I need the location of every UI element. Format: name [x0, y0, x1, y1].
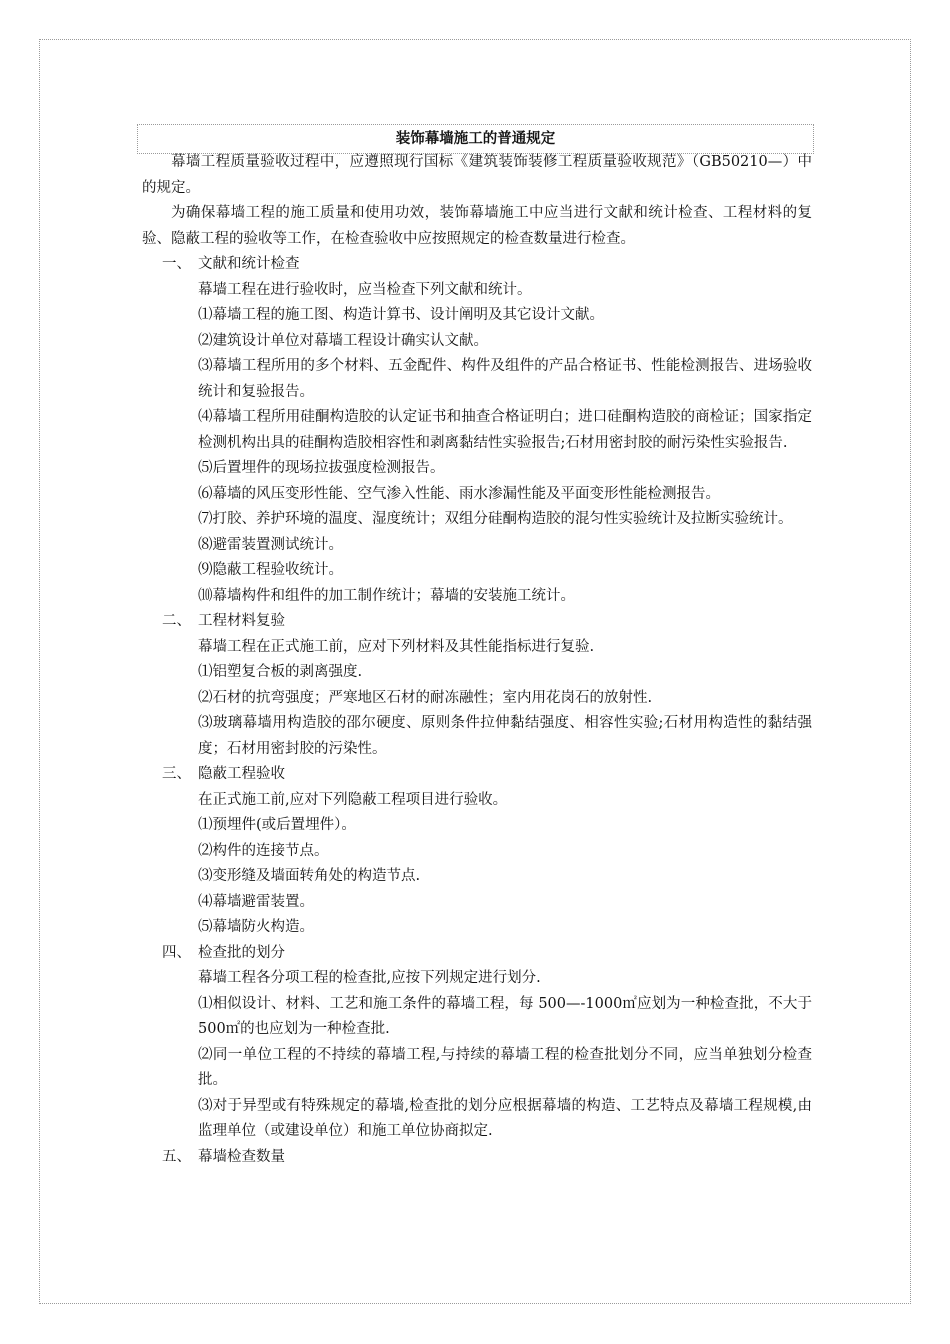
section-item: ⑶变形缝及墙面转角处的构造节点. [198, 868, 421, 884]
section-item: ⑻避雷装置测试统计。 [198, 536, 343, 553]
section-item: ⑵构件的连接节点。 [198, 842, 329, 859]
section-item: ⑷幕墙工程所用硅酮构造胶的认定证书和抽查合格证明白；进口硅酮构造胶的商检证；国家指定检测机构出具的硅酮构造胶相容性和剥离黏结性实验报告;石材用密封胶的耐污染性实验报告. [198, 409, 812, 451]
section-title: 检查批的划分 [198, 944, 285, 961]
section-item: ⑵石材的抗弯强度；严寒地区石材的耐冻融性；室内用花岗石的放射性. [198, 689, 653, 706]
section-title: 隐蔽工程验收 [198, 766, 285, 782]
section-item: ⑴相似设计、材料、工艺和施工条件的幕墙工程，每 500—-1000㎡应划为一种检查批，不大于 500㎡的也应划为一种检查批. [198, 995, 812, 1037]
section-title: 幕墙检查数量 [198, 1148, 285, 1165]
section-title: 文献和统计检查 [198, 256, 300, 272]
document-title: 装饰幕墙施工的普通规定 [137, 124, 814, 154]
section-heading [142, 941, 812, 967]
section-item: ⑴铝塑复合板的剥离强度. [198, 664, 363, 680]
section-number: 三、 [162, 766, 191, 782]
section-item: 在正式施工前,应对下列隐蔽工程项目进行验收。 [198, 791, 508, 808]
section-number: 五、 [162, 1148, 191, 1165]
section-item: ⑸后置埋件的现场拉拔强度检测报告。 [198, 460, 445, 476]
section-item: ⑶幕墙工程所用的多个材料、五金配件、构件及组件的产品合格证书、性能检测报告、进场验收统计和复验报告。 [198, 358, 812, 400]
section-item: ⑵建筑设计单位对幕墙工程设计确实认文献。 [198, 332, 488, 349]
section-heading [142, 252, 812, 278]
section-number: 一、 [162, 256, 191, 272]
section-item: 幕墙工程在进行验收时，应当检查下列文献和统计。 [198, 281, 532, 298]
section-number: 四、 [162, 944, 191, 961]
section-heading [142, 762, 812, 788]
intro-paragraph: 为确保幕墙工程的施工质量和使用功效，装饰幕墙施工中应当进行文献和统计检查、工程材料的复验、隐蔽工程的验收等工作，在检查验收中应按照规定的检查数量进行检查。 [142, 205, 812, 247]
section-item: ⑵同一单位工程的不持续的幕墙工程,与持续的幕墙工程的检查批划分不同，应当单独划分检查批。 [198, 1046, 812, 1088]
section-title: 工程材料复验 [198, 613, 285, 629]
section-item: ⑸幕墙防火构造。 [198, 919, 314, 935]
section-item: ⑼隐蔽工程验收统计。 [198, 562, 343, 578]
intro-paragraph: 幕墙工程质量验收过程中，应遵照现行国标《建筑装饰装修工程质量验收规范》（GB50210—）中的规定。 [142, 154, 812, 196]
section-item: ⑺打胶、养护环境的温度、湿度统计；双组分硅酮构造胶的混匀性实验统计及拉断实验统计。 [198, 511, 793, 527]
document-body [142, 150, 812, 1170]
section-item: ⑹幕墙的风压变形性能、空气渗入性能、雨水渗漏性能及平面变形性能检测报告。 [198, 485, 720, 502]
section-item: ⑶对于异型或有特殊规定的幕墙,检查批的划分应根据幕墙的构造、工艺特点及幕墙工程规模,由监理单位（或建设单位）和施工单位协商拟定. [198, 1097, 812, 1139]
section-item: ⑽幕墙构件和组件的加工制作统计；幕墙的安装施工统计。 [198, 587, 575, 604]
section-item: ⑴预埋件(或后置埋件）。 [198, 817, 356, 833]
section-heading [142, 1145, 812, 1171]
section-item: ⑷幕墙避雷装置。 [198, 893, 314, 910]
section-number: 二、 [162, 613, 191, 629]
section-item: ⑴幕墙工程的施工图、构造计算书、设计阐明及其它设计文献。 [198, 307, 604, 323]
section-item: 幕墙工程各分项工程的检查批,应按下列规定进行划分. [198, 970, 541, 986]
section-item: 幕墙工程在正式施工前，应对下列材料及其性能指标进行复验. [198, 638, 595, 655]
section-heading [142, 609, 812, 635]
section-item: ⑶玻璃幕墙用构造胶的邵尔硬度、原则条件拉伸黏结强度、相容性实验;石材用构造性的黏结强度；石材用密封胶的污染性。 [198, 715, 812, 757]
